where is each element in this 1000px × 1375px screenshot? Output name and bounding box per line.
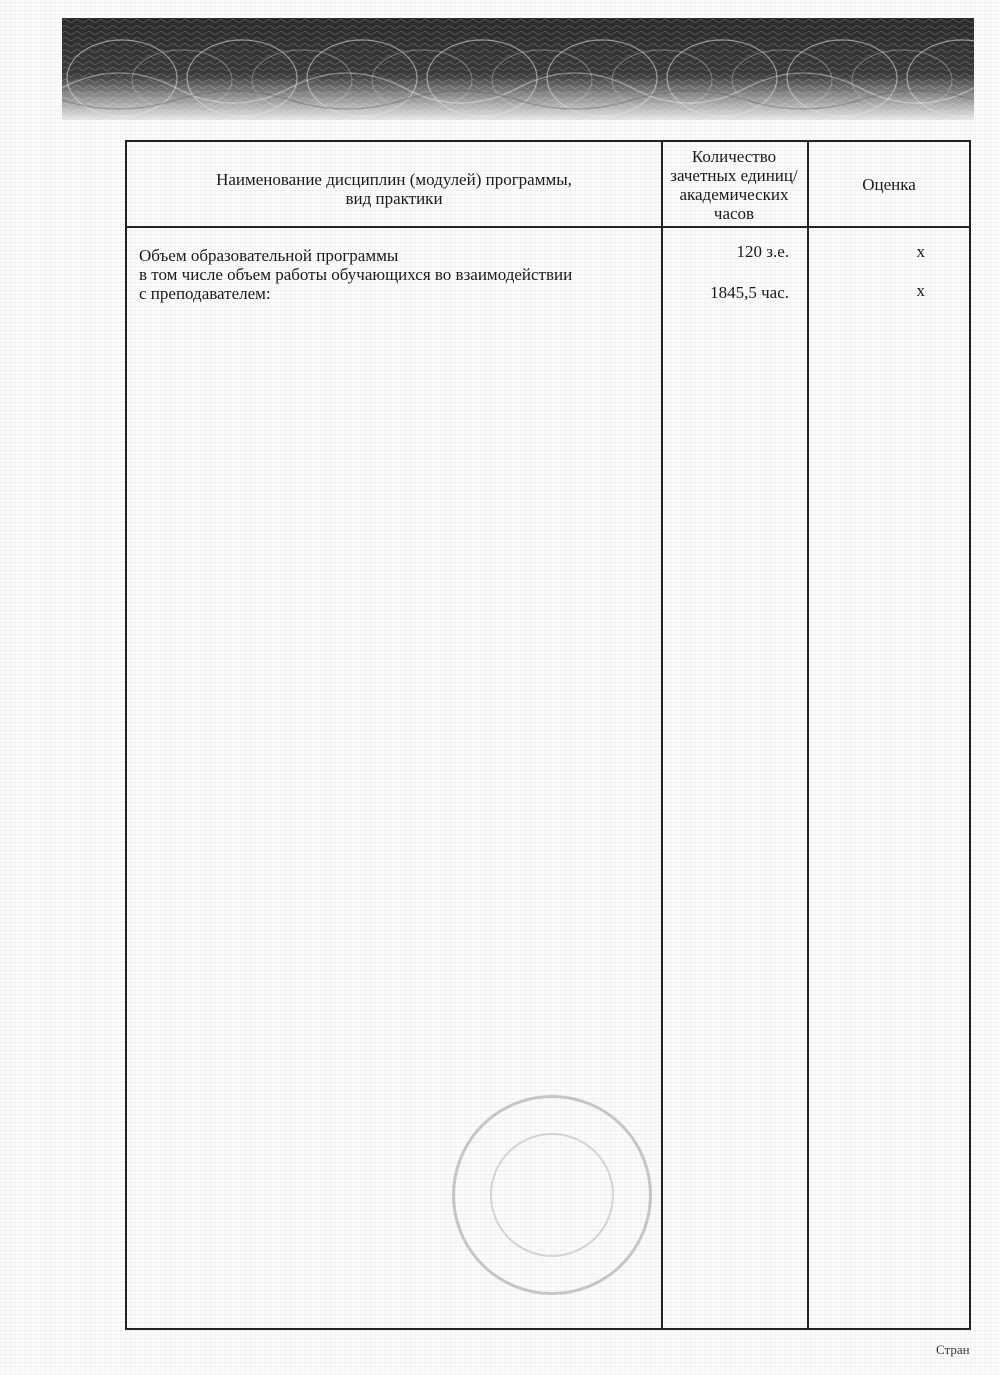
header-credits-line-3: академических (679, 185, 789, 204)
header-grade: Оценка (862, 175, 916, 194)
page-label: Стран (936, 1342, 970, 1357)
header-credits-line-4: часов (713, 204, 755, 223)
header-name (127, 170, 661, 208)
header-divider (127, 226, 969, 228)
guilloche-header (62, 18, 974, 120)
row-1-grade: х (916, 242, 925, 261)
header-name-line-2: вид практики (345, 189, 443, 208)
row-2-credits: 1845,5 час. (710, 283, 789, 302)
header-credits-line-2: зачетных единиц/ (670, 166, 798, 185)
header-credits-line-1: Количество (691, 147, 777, 166)
row-2-name-line-2: с преподавателем: (139, 284, 271, 303)
seal-stamp-inner-ring (490, 1133, 614, 1257)
column-divider-2 (807, 142, 809, 1328)
seal-stamp (452, 1095, 652, 1295)
header-name-line-1: Наименование дисциплин (модулей) программы, (216, 170, 572, 189)
row-1-credits: 120 з.е. (736, 242, 789, 261)
row-1-name: Объем образовательной программы (139, 246, 399, 265)
row-2-grade: х (916, 281, 925, 300)
row-2-name (139, 265, 659, 303)
column-divider-1 (661, 142, 663, 1328)
row-2-name-line-1: в том числе объем работы обучающихся во взаимодействии (139, 265, 573, 284)
header-credits (661, 147, 807, 223)
